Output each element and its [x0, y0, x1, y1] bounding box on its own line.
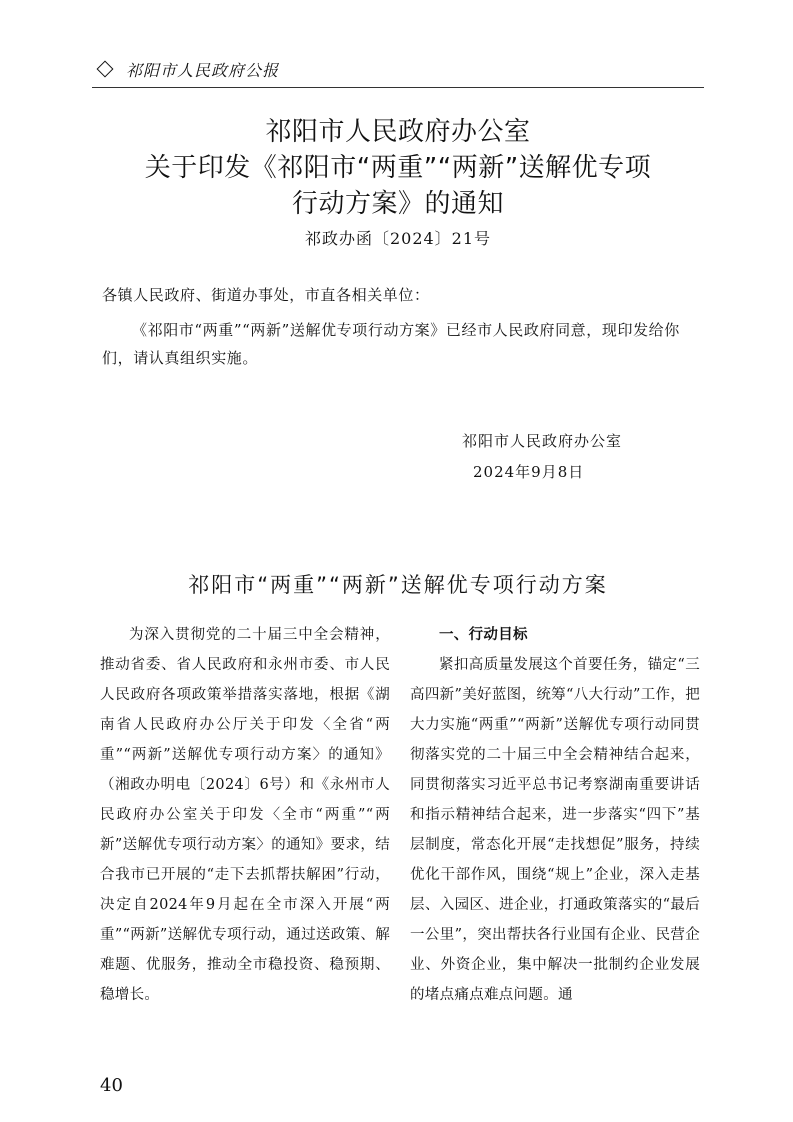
notice-body: 《祁阳市“两重”“两新”送解优专项行动方案》已经市人民政府同意，现印发给你们，请认真组织实施。	[102, 321, 680, 367]
notice-title-line-3: 行动方案》的通知	[291, 189, 504, 219]
diamond-icon	[97, 61, 114, 78]
page-header	[92, 56, 704, 86]
page-number: 40	[100, 1075, 123, 1096]
addressee: 各镇人民政府、街道办事处，市直各相关单位：	[102, 286, 430, 304]
right-column	[410, 620, 700, 1010]
notice-title-line-1: 祁阳市人民政府办公室	[265, 117, 531, 147]
plan-title: 祁阳市“两重”“两新”送解优专项行动方案	[188, 573, 608, 597]
header-title: 祁阳市人民政府公报	[126, 61, 280, 80]
notice-title	[92, 114, 704, 222]
header-rule	[92, 87, 704, 88]
left-column	[100, 620, 390, 1010]
section-heading: 一、行动目标	[439, 627, 528, 643]
signature-date: 2024年9月8日	[473, 463, 585, 481]
section-body-paragraph: 紧扣高质量发展这个首要任务，锚定“三高四新”美好蓝图，统筹“八大行动”工作，把大力实施“两重”“两新”送解优专项行动同贯彻落实党的二十届三中全会精神结合起来，同贯彻落实习近平总书记考察湖南重要讲话和指示精神结合起来，进一步落实“四下”基层制度，常态化开展“走找想促”服务，持续优化干部作风，围绕“规上”企业，深入走基层、入园区、进企业，打通政策落实的“最后一公里”，突出帮扶各行业国有企业、民营企业、外资企业，集中解决一批制约企业发展的堵点痛点难点问题。通	[410, 657, 700, 1003]
notice-title-line-2: 关于印发《祁阳市“两重”“两新”送解优专项	[144, 153, 652, 183]
plan-intro-paragraph: 为深入贯彻党的二十届三中全会精神，推动省委、省人民政府和永州市委、市人民人民政府各项政策举措落实落地，根据《湖南省人民政府办公厅关于印发〈全省“两重”“两新”送解优专项行动方案〉的通知》（湘政办明电〔2024〕6号）和《永州市人民政府办公室关于印发〈全市“两重”“两新”送解优专项行动方案〉的通知》要求，结合我市已开展的“走下去抓帮扶解困”行动，决定自2024年9月起在全市深入开展“两重”“两新”送解优专项行动，通过送政策、解难题、优服务，推动全市稳投资、稳预期、稳增长。	[100, 627, 390, 1003]
document-number: 祁政办函〔2024〕21号	[304, 229, 492, 248]
signature-organization: 祁阳市人民政府办公室	[462, 432, 623, 450]
